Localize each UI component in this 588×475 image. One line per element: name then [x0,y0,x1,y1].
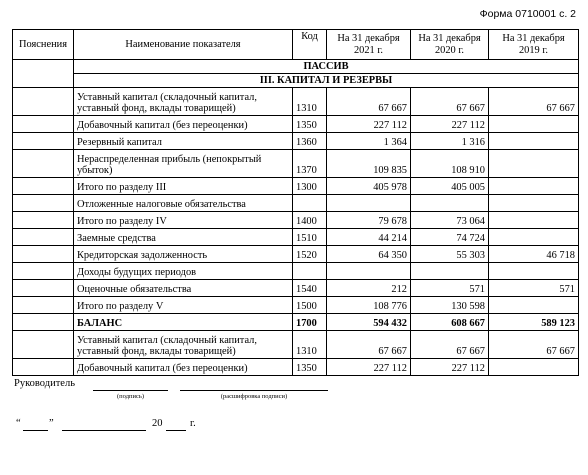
value-2021: 108 776 [327,297,411,314]
decoding-caption: (расшифровка подписи) [220,393,288,400]
notes-cell [13,229,74,246]
value-2021: 109 835 [327,150,411,178]
value-2019: 571 [489,280,579,297]
indicator-name: Итого по разделу IV [74,212,293,229]
value-2021: 405 978 [327,178,411,195]
value-2021 [327,195,411,212]
indicator-name: Нераспределенная прибыль (непокрытый убыток) [74,150,293,178]
table-row [13,314,579,331]
indicator-name: Резервный капитал [74,133,293,150]
value-2021: 44 214 [327,229,411,246]
table-row [13,212,579,229]
col-indicator-name: Наименование показателя [74,30,293,60]
table-row [13,359,579,376]
indicator-code: 1350 [293,359,327,376]
value-2020: 67 667 [411,88,489,116]
indicator-name: Уставный капитал (складочный капитал, уставный фонд, вклады товарищей) [74,88,293,116]
value-2021: 67 667 [327,331,411,359]
table-row [13,246,579,263]
value-2019 [489,212,579,229]
indicator-code: 1350 [293,116,327,133]
value-2019 [489,133,579,150]
table-row [13,178,579,195]
value-2020: 130 598 [411,297,489,314]
value-2019 [489,178,579,195]
value-2021: 79 678 [327,212,411,229]
value-2020: 108 910 [411,150,489,178]
table-row [13,229,579,246]
value-2019 [489,150,579,178]
form-reference: Форма 0710001 с. 2 [479,8,576,20]
day-line [23,430,48,431]
year-prefix: 20 [152,418,163,429]
indicator-code [293,263,327,280]
indicator-code: 1540 [293,280,327,297]
indicator-name: Отложенные налоговые обязательства [74,195,293,212]
value-2020: 227 112 [411,116,489,133]
col-2020: На 31 декабря 2020 г. [411,30,489,60]
notes-cell [13,178,74,195]
indicator-name: Итого по разделу V [74,297,293,314]
value-2021: 212 [327,280,411,297]
indicator-name: Добавочный капитал (без переоценки) [74,116,293,133]
value-2019 [489,195,579,212]
indicator-code: 1520 [293,246,327,263]
indicator-name: Добавочный капитал (без переоценки) [74,359,293,376]
value-2020: 55 303 [411,246,489,263]
indicator-code: 1400 [293,212,327,229]
value-2020: 571 [411,280,489,297]
value-2019: 589 123 [489,314,579,331]
signature-line [93,390,168,391]
month-line [62,430,146,431]
notes-cell [13,88,74,116]
indicator-name: Оценочные обязательства [74,280,293,297]
indicator-name: Заемные средства [74,229,293,246]
indicator-name: Итого по разделу III [74,178,293,195]
value-2020: 405 005 [411,178,489,195]
value-2021: 67 667 [327,88,411,116]
table-row [13,88,579,116]
value-2019 [489,263,579,280]
indicator-code: 1700 [293,314,327,331]
value-2021: 1 364 [327,133,411,150]
value-2019: 46 718 [489,246,579,263]
value-2020: 227 112 [411,359,489,376]
value-2019 [489,359,579,376]
table-row [13,150,579,178]
section-passiv: ПАССИВ [74,60,579,74]
quote-open: “ [16,418,21,429]
col-notes: Пояснения [13,30,74,60]
notes-cell [13,359,74,376]
signature-caption: (подпись) [117,393,144,400]
value-2020: 1 316 [411,133,489,150]
col-2021: На 31 декабря 2021 г. [327,30,411,60]
indicator-name: БАЛАНС [74,314,293,331]
notes-cell [13,331,74,359]
indicator-code [293,195,327,212]
notes-cell [13,263,74,280]
decoding-line [180,390,328,391]
table-row [13,331,579,359]
indicator-code: 1500 [293,297,327,314]
value-2020: 608 667 [411,314,489,331]
value-2019 [489,297,579,314]
table-row [13,297,579,314]
value-2020 [411,263,489,280]
indicator-name: Доходы будущих периодов [74,263,293,280]
indicator-code: 1300 [293,178,327,195]
notes-cell [13,314,74,331]
head-label: Руководитель [14,378,75,389]
notes-cell [13,116,74,133]
value-2019: 67 667 [489,88,579,116]
quote-close: ” [49,418,54,429]
year-line [166,430,186,431]
value-2021: 64 350 [327,246,411,263]
value-2020: 73 064 [411,212,489,229]
notes-cell [13,212,74,229]
liabilities-table [12,29,579,376]
indicator-code: 1510 [293,229,327,246]
indicator-name: Уставный капитал (складочный капитал, уставный фонд, вклады товарищей) [74,331,293,359]
indicator-code: 1310 [293,88,327,116]
value-2019 [489,116,579,133]
notes-cell [13,133,74,150]
value-2021: 227 112 [327,359,411,376]
value-2021: 227 112 [327,116,411,133]
table-row [13,195,579,212]
table-row [13,263,579,280]
value-2020 [411,195,489,212]
section-capital-reserves: III. КАПИТАЛ И РЕЗЕРВЫ [74,74,579,88]
indicator-code: 1310 [293,331,327,359]
indicator-code: 1370 [293,150,327,178]
value-2021: 594 432 [327,314,411,331]
value-2021 [327,263,411,280]
notes-cell [13,60,74,88]
table-row [13,133,579,150]
table-row [13,280,579,297]
col-2019: На 31 декабря 2019 г. [489,30,579,60]
col-code: Код [293,30,327,60]
value-2019: 67 667 [489,331,579,359]
notes-cell [13,246,74,263]
value-2020: 74 724 [411,229,489,246]
notes-cell [13,150,74,178]
notes-cell [13,297,74,314]
indicator-code: 1360 [293,133,327,150]
value-2019 [489,229,579,246]
year-suffix: г. [190,418,196,429]
indicator-name: Кредиторская задолженность [74,246,293,263]
table-row [13,116,579,133]
notes-cell [13,280,74,297]
value-2020: 67 667 [411,331,489,359]
notes-cell [13,195,74,212]
